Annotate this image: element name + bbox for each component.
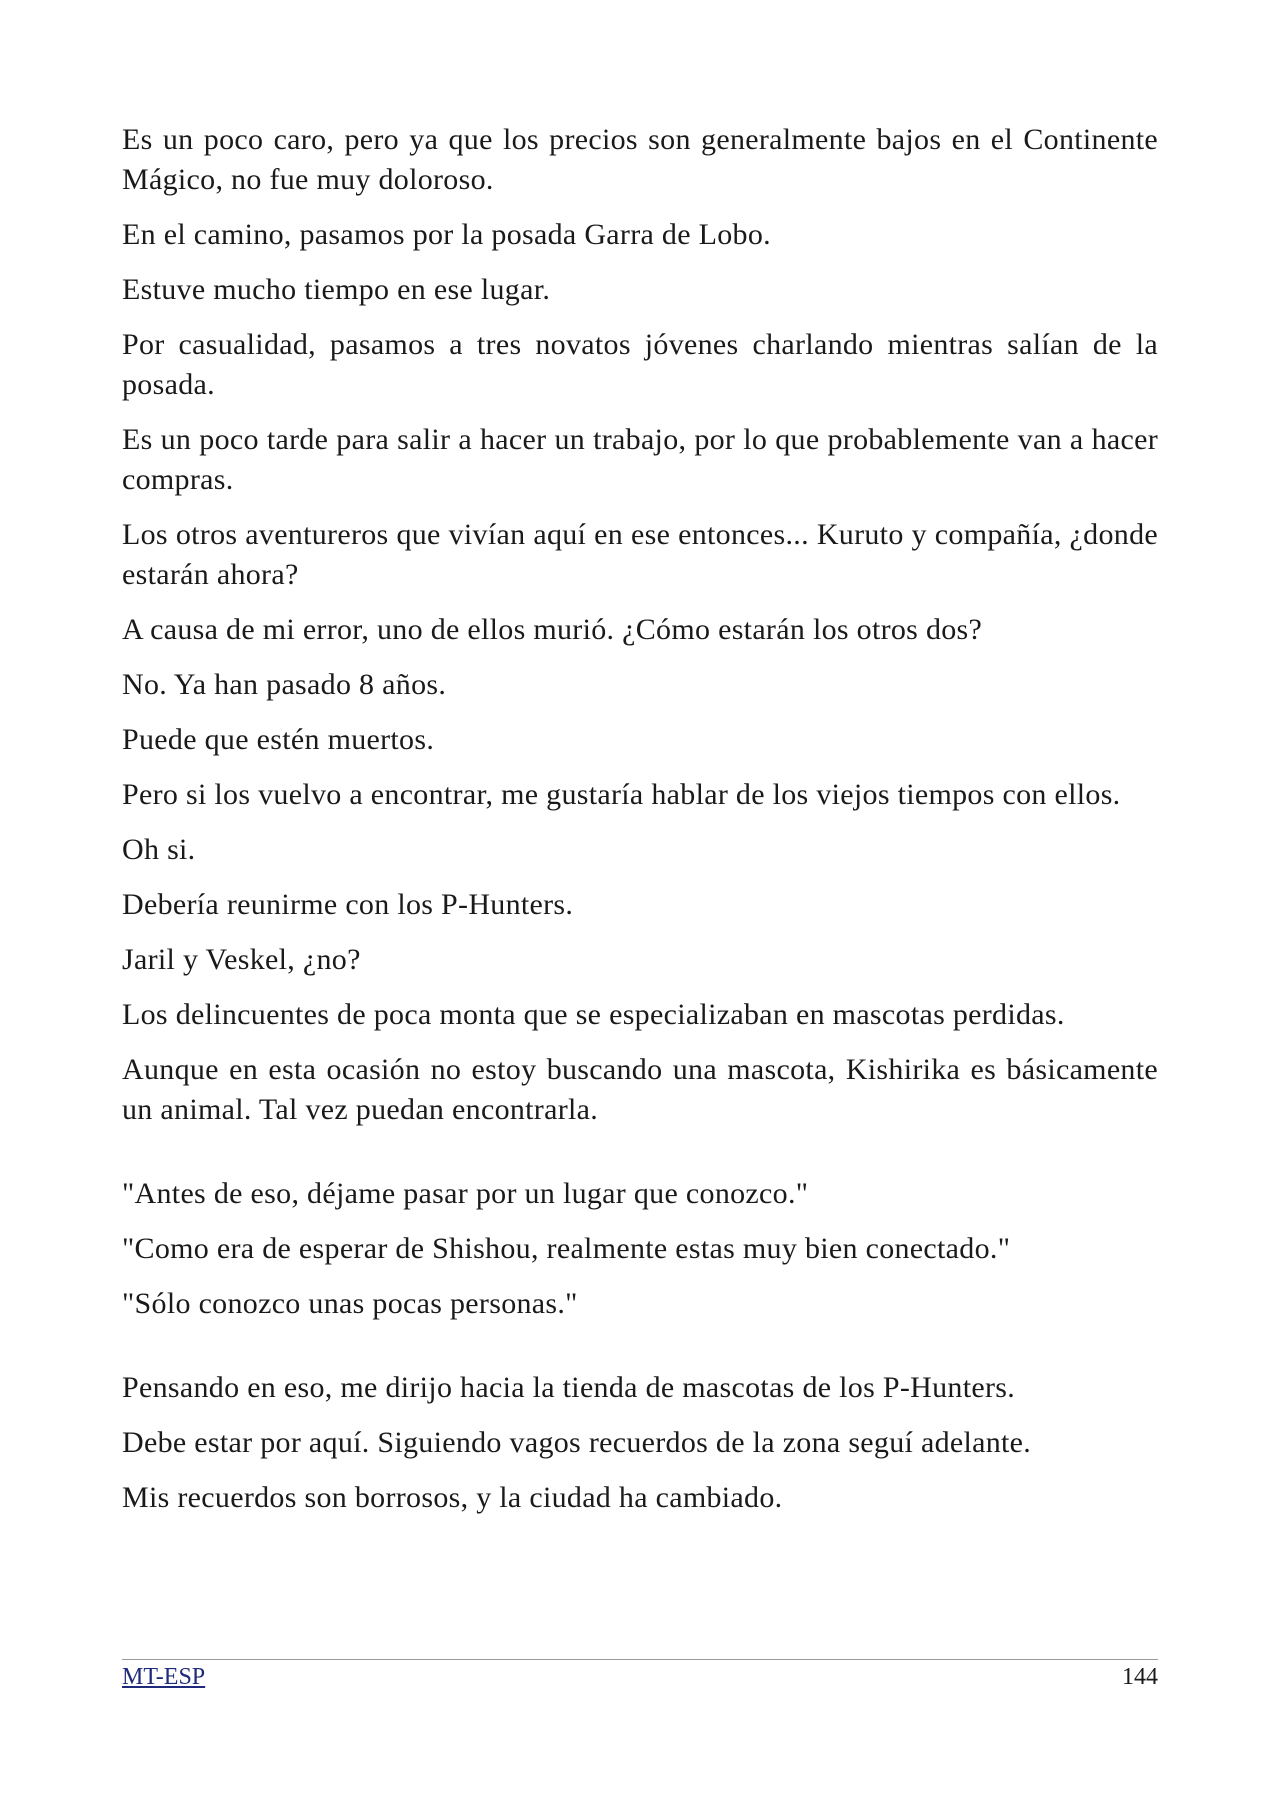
paragraph: Estuve mucho tiempo en ese lugar. xyxy=(122,273,551,306)
paragraph: Puede que estén muertos. xyxy=(122,723,435,756)
page-footer xyxy=(122,1662,1158,1692)
paragraph: Oh si. xyxy=(122,833,196,866)
paragraph: Es un poco tarde para salir a hacer un trabajo, por lo que probablemente van a hacer compras. xyxy=(122,423,1158,496)
paragraph: Los otros aventureros que vivían aquí en ese entonces... Kuruto y compañía, ¿donde estarán ahora? xyxy=(122,518,1158,591)
paragraph: Pero si los vuelvo a encontrar, me gustaría hablar de los viejos tiempos con ellos. xyxy=(122,778,1121,811)
body-text xyxy=(122,120,1158,1533)
dialogue-line: "Como era de esperar de Shishou, realmente estas muy bien conectado." xyxy=(122,1232,1011,1265)
dialogue-line: "Sólo conozco unas pocas personas." xyxy=(122,1287,578,1320)
paragraph: Aunque en esta ocasión no estoy buscando una mascota, Kishirika es básicamente un animal. Tal vez puedan encontrarla. xyxy=(122,1053,1158,1126)
dialogue-line: "Antes de eso, déjame pasar por un lugar que conozco." xyxy=(122,1177,809,1210)
page-number: 144 xyxy=(1122,1664,1158,1690)
paragraph: A causa de mi error, uno de ellos murió. ¿Cómo estarán los otros dos? xyxy=(122,613,983,646)
paragraph: No. Ya han pasado 8 años. xyxy=(122,668,447,701)
footer-divider xyxy=(122,1659,1158,1660)
paragraph: Es un poco caro, pero ya que los precios son generalmente bajos en el Continente Mágico, no fue muy doloroso. xyxy=(122,123,1158,196)
paragraph: Pensando en eso, me dirijo hacia la tienda de mascotas de los P-Hunters. xyxy=(122,1371,1016,1404)
paragraph: Jaril y Veskel, ¿no? xyxy=(122,943,361,976)
footer-link[interactable]: MT-ESP xyxy=(122,1664,206,1690)
paragraph: Los delincuentes de poca monta que se especializaban en mascotas perdidas. xyxy=(122,998,1065,1031)
paragraph: Por casualidad, pasamos a tres novatos jóvenes charlando mientras salían de la posada. xyxy=(122,328,1158,401)
paragraph: En el camino, pasamos por la posada Garra de Lobo. xyxy=(122,218,771,251)
paragraph: Debería reunirme con los P-Hunters. xyxy=(122,888,574,921)
paragraph: Debe estar por aquí. Siguiendo vagos recuerdos de la zona seguí adelante. xyxy=(122,1426,1032,1459)
paragraph: Mis recuerdos son borrosos, y la ciudad ha cambiado. xyxy=(122,1481,783,1514)
